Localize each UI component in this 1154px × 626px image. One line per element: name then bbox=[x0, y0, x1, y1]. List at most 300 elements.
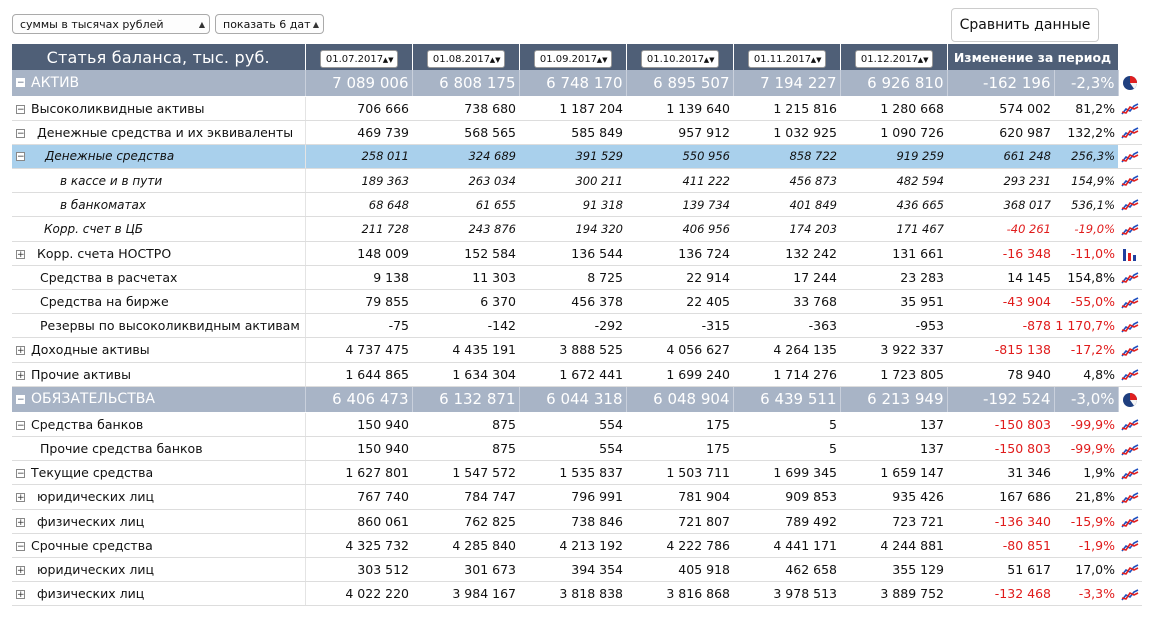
row-label-cell bbox=[12, 386, 305, 412]
value-cell: 68 648 bbox=[305, 193, 412, 217]
value-cell: 4 022 220 bbox=[305, 582, 412, 606]
value-cell: 1 280 668 bbox=[840, 96, 947, 120]
change-value-cell: -878 bbox=[947, 314, 1054, 338]
value-cell: 263 034 bbox=[412, 169, 519, 193]
change-percent-cell: 154,9% bbox=[1054, 169, 1118, 193]
change-percent-cell: 1 170,7% bbox=[1054, 314, 1118, 338]
value-cell: 4 737 475 bbox=[305, 338, 412, 362]
column-header-date bbox=[733, 44, 840, 70]
value-cell: 1 672 441 bbox=[519, 362, 626, 386]
table-body bbox=[12, 70, 1142, 606]
table-row[interactable] bbox=[12, 386, 1142, 412]
collapse-icon[interactable]: − bbox=[17, 469, 25, 480]
column-header-title: Статья баланса, тыс. руб. bbox=[12, 44, 305, 70]
change-value-cell: -192 524 bbox=[947, 386, 1054, 412]
expand-icon[interactable]: + bbox=[17, 565, 25, 576]
change-value-cell: 78 940 bbox=[947, 362, 1054, 386]
value-cell: 1 699 240 bbox=[626, 362, 733, 386]
column-header-blank bbox=[1118, 44, 1142, 70]
row-label: Средства на бирже bbox=[40, 294, 169, 310]
value-cell: 4 244 881 bbox=[840, 533, 947, 557]
change-percent-cell: 256,3% bbox=[1054, 144, 1118, 168]
value-cell: 355 129 bbox=[840, 557, 947, 581]
expand-icon[interactable]: + bbox=[17, 517, 25, 528]
value-cell: -363 bbox=[733, 314, 840, 338]
change-percent-cell: -99,9% bbox=[1054, 412, 1118, 436]
line-chart-icon[interactable] bbox=[1118, 362, 1142, 386]
line-chart-icon[interactable] bbox=[1118, 533, 1142, 557]
value-cell: 4 264 135 bbox=[733, 338, 840, 362]
row-label: Корр. счета НОСТРО bbox=[37, 245, 172, 261]
row-label-cell bbox=[12, 485, 305, 509]
line-chart-icon[interactable] bbox=[1118, 509, 1142, 533]
collapse-icon[interactable]: − bbox=[17, 104, 25, 115]
change-value-cell: 661 248 bbox=[947, 144, 1054, 168]
value-cell: 6 926 810 bbox=[840, 70, 947, 96]
stepper-icon: ▲▼ bbox=[596, 55, 608, 64]
value-cell: 137 bbox=[840, 436, 947, 460]
collapse-icon[interactable]: − bbox=[17, 78, 25, 89]
value-cell: 721 807 bbox=[626, 509, 733, 533]
table-row bbox=[12, 265, 1142, 289]
value-cell: 585 849 bbox=[519, 120, 626, 144]
change-value-cell: -150 803 bbox=[947, 412, 1054, 436]
value-cell: 136 544 bbox=[519, 241, 626, 265]
line-chart-icon[interactable] bbox=[1118, 217, 1142, 241]
row-label: юридических лиц bbox=[37, 489, 154, 505]
value-cell: 1 714 276 bbox=[733, 362, 840, 386]
value-cell: 1 139 640 bbox=[626, 96, 733, 120]
value-cell: -292 bbox=[519, 314, 626, 338]
change-value-cell: 574 002 bbox=[947, 96, 1054, 120]
value-cell: 6 370 bbox=[412, 290, 519, 314]
date-select[interactable] bbox=[855, 50, 933, 68]
value-cell: 957 912 bbox=[626, 120, 733, 144]
row-label-cell bbox=[12, 412, 305, 436]
value-cell: 5 bbox=[733, 412, 840, 436]
change-value-cell: 14 145 bbox=[947, 265, 1054, 289]
change-percent-cell: -2,3% bbox=[1054, 70, 1118, 96]
table-row bbox=[12, 217, 1142, 241]
value-cell: -75 bbox=[305, 314, 412, 338]
value-cell: 1 723 805 bbox=[840, 362, 947, 386]
value-cell: 6 044 318 bbox=[519, 386, 626, 412]
row-label-cell bbox=[12, 509, 305, 533]
row-label: в кассе и в пути bbox=[60, 173, 163, 188]
change-value-cell: -136 340 bbox=[947, 509, 1054, 533]
select-arrows-icon: ▲ bbox=[198, 20, 205, 29]
value-cell: 132 242 bbox=[733, 241, 840, 265]
row-label-cell bbox=[12, 461, 305, 485]
value-cell: 4 213 192 bbox=[519, 533, 626, 557]
value-cell: 148 009 bbox=[305, 241, 412, 265]
value-cell: 1 699 345 bbox=[733, 461, 840, 485]
value-cell: 175 bbox=[626, 436, 733, 460]
column-header-date bbox=[840, 44, 947, 70]
value-cell: 1 644 865 bbox=[305, 362, 412, 386]
row-label-cell bbox=[12, 582, 305, 606]
value-cell: 462 658 bbox=[733, 557, 840, 581]
line-chart-icon[interactable] bbox=[1118, 582, 1142, 606]
value-cell: 194 320 bbox=[519, 217, 626, 241]
change-percent-cell: 17,0% bbox=[1054, 557, 1118, 581]
table-header bbox=[12, 44, 1142, 70]
value-cell: 6 808 175 bbox=[412, 70, 519, 96]
row-label: Высоколиквидные активы bbox=[31, 100, 205, 116]
date-select[interactable] bbox=[748, 50, 826, 68]
value-cell: 738 680 bbox=[412, 96, 519, 120]
value-cell: 5 bbox=[733, 436, 840, 460]
value-cell: -315 bbox=[626, 314, 733, 338]
row-label-cell bbox=[12, 70, 305, 96]
row-label-cell bbox=[12, 144, 305, 168]
value-cell: 4 435 191 bbox=[412, 338, 519, 362]
change-value-cell: -815 138 bbox=[947, 338, 1054, 362]
value-cell: 394 354 bbox=[519, 557, 626, 581]
table-row[interactable] bbox=[12, 241, 1142, 265]
line-chart-icon[interactable] bbox=[1118, 314, 1142, 338]
value-cell: 391 529 bbox=[519, 144, 626, 168]
value-cell: 3 889 752 bbox=[840, 582, 947, 606]
change-percent-cell: 536,1% bbox=[1054, 193, 1118, 217]
compare-data-button[interactable]: Сравнить данные bbox=[951, 8, 1099, 42]
table-row[interactable] bbox=[12, 557, 1142, 581]
change-value-cell: -132 468 bbox=[947, 582, 1054, 606]
change-percent-cell: -3,0% bbox=[1054, 386, 1118, 412]
collapse-icon[interactable]: − bbox=[17, 152, 25, 163]
value-cell: 860 061 bbox=[305, 509, 412, 533]
value-cell: 6 406 473 bbox=[305, 386, 412, 412]
date-select[interactable] bbox=[641, 50, 719, 68]
change-value-cell: 31 346 bbox=[947, 461, 1054, 485]
row-label-cell bbox=[12, 533, 305, 557]
pie-chart-icon[interactable] bbox=[1118, 70, 1142, 96]
line-chart-icon[interactable] bbox=[1118, 120, 1142, 144]
value-cell: 875 bbox=[412, 436, 519, 460]
value-cell: 303 512 bbox=[305, 557, 412, 581]
dates-count-select-value: показать 6 дат bbox=[223, 18, 311, 31]
expand-icon[interactable]: + bbox=[17, 493, 25, 504]
expand-icon[interactable]: + bbox=[17, 346, 25, 357]
balance-table bbox=[12, 44, 1142, 606]
table-row[interactable] bbox=[12, 144, 1142, 168]
table-row[interactable] bbox=[12, 338, 1142, 362]
line-chart-icon[interactable] bbox=[1118, 169, 1142, 193]
row-label-cell bbox=[12, 265, 305, 289]
expand-icon[interactable]: + bbox=[17, 590, 25, 601]
table-row bbox=[12, 169, 1142, 193]
value-cell: 3 818 838 bbox=[519, 582, 626, 606]
value-cell: 1 215 816 bbox=[733, 96, 840, 120]
row-label: Срочные средства bbox=[31, 537, 153, 553]
date-select-value: 01.07.2017 bbox=[325, 53, 384, 65]
line-chart-icon[interactable] bbox=[1118, 436, 1142, 460]
table-row bbox=[12, 193, 1142, 217]
row-label-cell bbox=[12, 193, 305, 217]
value-cell: 324 689 bbox=[412, 144, 519, 168]
table-row[interactable] bbox=[12, 582, 1142, 606]
value-cell: 6 213 949 bbox=[840, 386, 947, 412]
column-header-change: Изменение за период bbox=[947, 44, 1118, 70]
select-arrows-icon: ▲ bbox=[312, 20, 319, 29]
value-cell: 17 244 bbox=[733, 265, 840, 289]
line-chart-icon[interactable] bbox=[1118, 557, 1142, 581]
value-cell: 909 853 bbox=[733, 485, 840, 509]
value-cell: 243 876 bbox=[412, 217, 519, 241]
change-percent-cell: -15,9% bbox=[1054, 509, 1118, 533]
expand-icon[interactable]: + bbox=[17, 370, 25, 381]
value-cell: 33 768 bbox=[733, 290, 840, 314]
value-cell: 405 918 bbox=[626, 557, 733, 581]
row-label: Денежные средства bbox=[45, 149, 175, 164]
column-header-date bbox=[626, 44, 733, 70]
value-cell: 858 722 bbox=[733, 144, 840, 168]
date-select[interactable] bbox=[320, 50, 398, 68]
row-label-cell bbox=[12, 241, 305, 265]
row-label-cell bbox=[12, 169, 305, 193]
value-cell: 131 661 bbox=[840, 241, 947, 265]
value-cell: 767 740 bbox=[305, 485, 412, 509]
value-cell: 550 956 bbox=[626, 144, 733, 168]
date-select[interactable] bbox=[534, 50, 612, 68]
change-value-cell: -43 904 bbox=[947, 290, 1054, 314]
table-row[interactable] bbox=[12, 96, 1142, 120]
value-cell: 406 956 bbox=[626, 217, 733, 241]
value-cell: 136 724 bbox=[626, 241, 733, 265]
row-label-cell bbox=[12, 120, 305, 144]
value-cell: 150 940 bbox=[305, 436, 412, 460]
row-label-cell bbox=[12, 557, 305, 581]
change-value-cell: 293 231 bbox=[947, 169, 1054, 193]
value-cell: 1 032 925 bbox=[733, 120, 840, 144]
value-cell: 152 584 bbox=[412, 241, 519, 265]
value-cell: 3 888 525 bbox=[519, 338, 626, 362]
change-value-cell: -40 261 bbox=[947, 217, 1054, 241]
value-cell: 436 665 bbox=[840, 193, 947, 217]
change-value-cell: -162 196 bbox=[947, 70, 1054, 96]
value-cell: 796 991 bbox=[519, 485, 626, 509]
date-select-value: 01.10.2017 bbox=[646, 53, 705, 65]
table-row bbox=[12, 314, 1142, 338]
row-label: Текущие средства bbox=[31, 465, 154, 481]
value-cell: 11 303 bbox=[412, 265, 519, 289]
table-row[interactable] bbox=[12, 509, 1142, 533]
value-cell: 4 441 171 bbox=[733, 533, 840, 557]
value-cell: 738 846 bbox=[519, 509, 626, 533]
row-label: Доходные активы bbox=[31, 342, 150, 358]
value-cell: 1 090 726 bbox=[840, 120, 947, 144]
value-cell: 4 222 786 bbox=[626, 533, 733, 557]
table-row[interactable] bbox=[12, 120, 1142, 144]
value-cell: 3 984 167 bbox=[412, 582, 519, 606]
row-label-cell bbox=[12, 338, 305, 362]
value-cell: 9 138 bbox=[305, 265, 412, 289]
value-cell: 6 439 511 bbox=[733, 386, 840, 412]
value-cell: 61 655 bbox=[412, 193, 519, 217]
value-cell: 781 904 bbox=[626, 485, 733, 509]
value-cell: -953 bbox=[840, 314, 947, 338]
value-cell: 456 873 bbox=[733, 169, 840, 193]
row-label: Денежные средства и их эквиваленты bbox=[37, 124, 294, 140]
value-cell: 554 bbox=[519, 412, 626, 436]
value-cell: 568 565 bbox=[412, 120, 519, 144]
value-cell: -142 bbox=[412, 314, 519, 338]
value-cell: 171 467 bbox=[840, 217, 947, 241]
value-cell: 456 378 bbox=[519, 290, 626, 314]
value-cell: 139 734 bbox=[626, 193, 733, 217]
row-label-cell bbox=[12, 217, 305, 241]
value-cell: 4 285 840 bbox=[412, 533, 519, 557]
row-label: Прочие средства банков bbox=[40, 441, 203, 457]
value-cell: 4 325 732 bbox=[305, 533, 412, 557]
collapse-icon[interactable]: − bbox=[17, 541, 25, 552]
row-label: ОБЯЗАТЕЛЬСТВА bbox=[31, 391, 155, 408]
change-percent-cell: -1,9% bbox=[1054, 533, 1118, 557]
value-cell: 258 011 bbox=[305, 144, 412, 168]
change-percent-cell: 132,2% bbox=[1054, 120, 1118, 144]
line-chart-icon[interactable] bbox=[1118, 265, 1142, 289]
change-value-cell: 51 617 bbox=[947, 557, 1054, 581]
table-row[interactable] bbox=[12, 485, 1142, 509]
value-cell: 22 914 bbox=[626, 265, 733, 289]
change-percent-cell: -19,0% bbox=[1054, 217, 1118, 241]
value-cell: 1 503 711 bbox=[626, 461, 733, 485]
value-cell: 6 748 170 bbox=[519, 70, 626, 96]
stepper-icon: ▲▼ bbox=[917, 55, 929, 64]
change-percent-cell: 21,8% bbox=[1054, 485, 1118, 509]
value-cell: 762 825 bbox=[412, 509, 519, 533]
table-row bbox=[12, 290, 1142, 314]
collapse-icon[interactable]: − bbox=[17, 128, 25, 139]
value-cell: 3 816 868 bbox=[626, 582, 733, 606]
value-cell: 706 666 bbox=[305, 96, 412, 120]
table-row[interactable] bbox=[12, 70, 1142, 96]
value-cell: 935 426 bbox=[840, 485, 947, 509]
row-label: юридических лиц bbox=[37, 561, 154, 577]
stepper-icon: ▲▼ bbox=[489, 55, 501, 64]
change-value-cell: -80 851 bbox=[947, 533, 1054, 557]
value-cell: 175 bbox=[626, 412, 733, 436]
units-select-value: суммы в тысячах рублей bbox=[20, 18, 164, 31]
value-cell: 22 405 bbox=[626, 290, 733, 314]
value-cell: 784 747 bbox=[412, 485, 519, 509]
row-label: Резервы по высоколиквидным активам bbox=[40, 318, 300, 334]
column-header-date bbox=[412, 44, 519, 70]
column-header-date bbox=[305, 44, 412, 70]
row-label: АКТИВ bbox=[31, 74, 80, 91]
change-value-cell: -150 803 bbox=[947, 436, 1054, 460]
line-chart-icon[interactable] bbox=[1118, 485, 1142, 509]
value-cell: 189 363 bbox=[305, 169, 412, 193]
collapse-icon[interactable]: − bbox=[17, 394, 25, 405]
row-label: Средства банков bbox=[31, 416, 144, 432]
change-percent-cell: -55,0% bbox=[1054, 290, 1118, 314]
table-row bbox=[12, 436, 1142, 460]
date-select-value: 01.08.2017 bbox=[432, 53, 491, 65]
value-cell: 875 bbox=[412, 412, 519, 436]
table-row[interactable] bbox=[12, 362, 1142, 386]
value-cell: 8 725 bbox=[519, 265, 626, 289]
row-label: Корр. счет в ЦБ bbox=[44, 222, 144, 237]
value-cell: 411 222 bbox=[626, 169, 733, 193]
column-header-date bbox=[519, 44, 626, 70]
pie-chart-icon[interactable] bbox=[1118, 386, 1142, 412]
line-chart-icon[interactable] bbox=[1118, 144, 1142, 168]
change-value-cell: -16 348 bbox=[947, 241, 1054, 265]
change-value-cell: 620 987 bbox=[947, 120, 1054, 144]
value-cell: 554 bbox=[519, 436, 626, 460]
value-cell: 789 492 bbox=[733, 509, 840, 533]
change-percent-cell: -3,3% bbox=[1054, 582, 1118, 606]
change-value-cell: 368 017 bbox=[947, 193, 1054, 217]
value-cell: 1 627 801 bbox=[305, 461, 412, 485]
row-label: физических лиц bbox=[37, 513, 145, 529]
row-label-cell bbox=[12, 96, 305, 120]
change-percent-cell: 81,2% bbox=[1054, 96, 1118, 120]
value-cell: 3 922 337 bbox=[840, 338, 947, 362]
date-select-value: 01.12.2017 bbox=[860, 53, 919, 65]
line-chart-icon[interactable] bbox=[1118, 338, 1142, 362]
value-cell: 723 721 bbox=[840, 509, 947, 533]
collapse-icon[interactable]: − bbox=[17, 420, 25, 431]
units-select[interactable] bbox=[12, 14, 210, 34]
change-percent-cell: 1,9% bbox=[1054, 461, 1118, 485]
value-cell: 6 048 904 bbox=[626, 386, 733, 412]
value-cell: 469 739 bbox=[305, 120, 412, 144]
row-label: Средства в расчетах bbox=[40, 269, 178, 285]
value-cell: 150 940 bbox=[305, 412, 412, 436]
line-chart-icon[interactable] bbox=[1118, 412, 1142, 436]
value-cell: 1 659 147 bbox=[840, 461, 947, 485]
value-cell: 174 203 bbox=[733, 217, 840, 241]
value-cell: 1 547 572 bbox=[412, 461, 519, 485]
dates-count-select[interactable] bbox=[215, 14, 324, 34]
line-chart-icon[interactable] bbox=[1118, 193, 1142, 217]
line-chart-icon[interactable] bbox=[1118, 461, 1142, 485]
change-percent-cell: -99,9% bbox=[1054, 436, 1118, 460]
value-cell: 211 728 bbox=[305, 217, 412, 241]
date-select-value: 01.09.2017 bbox=[539, 53, 598, 65]
change-percent-cell: 154,8% bbox=[1054, 265, 1118, 289]
row-label-cell bbox=[12, 314, 305, 338]
toolbar bbox=[0, 0, 1154, 44]
value-cell: 300 211 bbox=[519, 169, 626, 193]
value-cell: 137 bbox=[840, 412, 947, 436]
value-cell: 6 895 507 bbox=[626, 70, 733, 96]
table-row[interactable] bbox=[12, 461, 1142, 485]
value-cell: 4 056 627 bbox=[626, 338, 733, 362]
row-label-cell bbox=[12, 436, 305, 460]
expand-icon[interactable]: + bbox=[17, 249, 25, 260]
stepper-icon: ▲▼ bbox=[703, 55, 715, 64]
bar-chart-icon[interactable] bbox=[1118, 241, 1142, 265]
value-cell: 35 951 bbox=[840, 290, 947, 314]
row-label-cell bbox=[12, 362, 305, 386]
line-chart-icon[interactable] bbox=[1118, 96, 1142, 120]
stepper-icon: ▲▼ bbox=[382, 55, 394, 64]
table-row[interactable] bbox=[12, 533, 1142, 557]
row-label: физических лиц bbox=[37, 586, 145, 602]
table-row[interactable] bbox=[12, 412, 1142, 436]
date-select-value: 01.11.2017 bbox=[753, 53, 812, 65]
date-select[interactable] bbox=[427, 50, 505, 68]
value-cell: 7 194 227 bbox=[733, 70, 840, 96]
value-cell: 1 634 304 bbox=[412, 362, 519, 386]
line-chart-icon[interactable] bbox=[1118, 290, 1142, 314]
value-cell: 79 855 bbox=[305, 290, 412, 314]
value-cell: 91 318 bbox=[519, 193, 626, 217]
row-label-cell bbox=[12, 290, 305, 314]
